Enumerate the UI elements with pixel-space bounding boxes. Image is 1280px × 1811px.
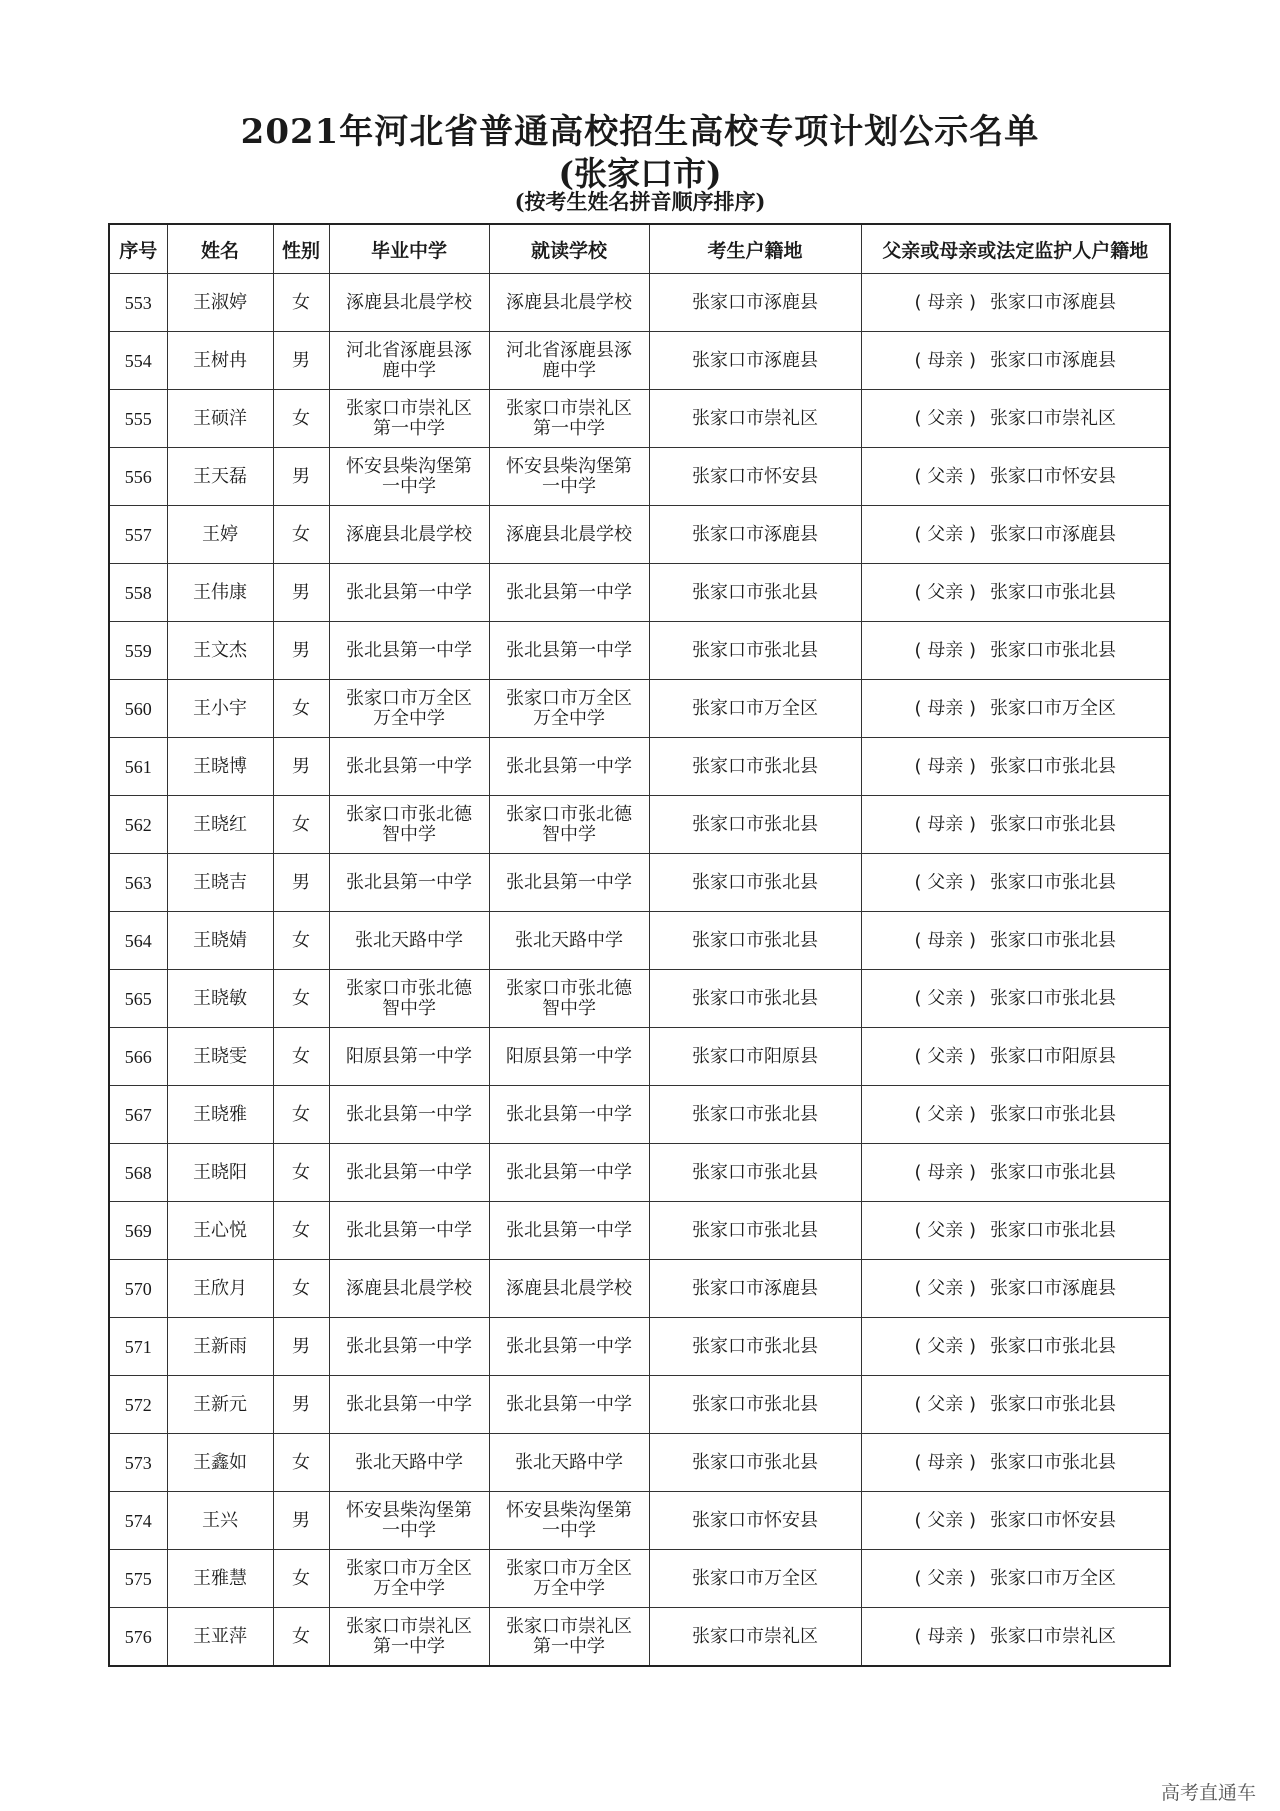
cell-grad-school: 张家口市万全区万全中学: [329, 1550, 489, 1608]
cell-current-school: 张北县第一中学: [489, 564, 649, 622]
table-row: [109, 390, 1170, 448]
guardian-relation: ( 父亲 ): [914, 1103, 976, 1125]
cell-gender: 女: [273, 796, 329, 854]
cell-current-school: 张家口市崇礼区第一中学: [489, 1608, 649, 1667]
cell-current-school: 张家口市张北德智中学: [489, 970, 649, 1028]
cell-current-school: 涿鹿县北晨学校: [489, 1260, 649, 1318]
cell-seq: 563: [109, 854, 167, 912]
column-header-current-school: 就读学校: [489, 224, 649, 274]
cell-gender: 女: [273, 1550, 329, 1608]
cell-seq: 567: [109, 1086, 167, 1144]
sort-note: (按考生姓名拼音顺序排序): [514, 189, 766, 214]
roster-table: [108, 223, 1171, 1667]
table-row: [109, 1260, 1170, 1318]
table-row: [109, 622, 1170, 680]
guardian-domicile: 张家口市阳原县: [990, 1045, 1116, 1067]
cell-seq: 571: [109, 1318, 167, 1376]
cell-domicile: 张家口市涿鹿县: [649, 274, 861, 332]
cell-current-school: 怀安县柴沟堡第一中学: [489, 448, 649, 506]
cell-seq: 557: [109, 506, 167, 564]
cell-grad-school: 张北天路中学: [329, 1434, 489, 1492]
cell-seq: 566: [109, 1028, 167, 1086]
guardian-relation: ( 父亲 ): [914, 465, 976, 487]
guardian-domicile: 张家口市张北县: [990, 1103, 1116, 1125]
table-row: [109, 1492, 1170, 1550]
table-row: [109, 564, 1170, 622]
column-header-name: 姓名: [167, 224, 273, 274]
cell-name: 王亚萍: [167, 1608, 273, 1667]
cell-grad-school: 怀安县柴沟堡第一中学: [329, 1492, 489, 1550]
cell-guardian-domicile: [861, 622, 1170, 680]
cell-grad-school: 张家口市张北德智中学: [329, 970, 489, 1028]
cell-domicile: 张家口市张北县: [649, 1202, 861, 1260]
cell-domicile: 张家口市张北县: [649, 854, 861, 912]
table-row: [109, 1434, 1170, 1492]
cell-current-school: 张北县第一中学: [489, 1144, 649, 1202]
cell-gender: 女: [273, 1144, 329, 1202]
cell-gender: 女: [273, 390, 329, 448]
cell-name: 王新雨: [167, 1318, 273, 1376]
cell-seq: 555: [109, 390, 167, 448]
column-header-seq: 序号: [109, 224, 167, 274]
guardian-relation: ( 父亲 ): [914, 1567, 976, 1589]
cell-name: 王小宇: [167, 680, 273, 738]
guardian-domicile: 张家口市张北县: [990, 1335, 1116, 1357]
cell-gender: 女: [273, 506, 329, 564]
guardian-domicile: 张家口市崇礼区: [990, 407, 1116, 429]
table-row: [109, 1550, 1170, 1608]
guardian-relation: ( 父亲 ): [914, 1219, 976, 1241]
column-header-domicile: 考生户籍地: [649, 224, 861, 274]
guardian-relation: ( 父亲 ): [914, 1045, 976, 1067]
cell-guardian-domicile: [861, 1376, 1170, 1434]
cell-gender: 女: [273, 1608, 329, 1667]
cell-domicile: 张家口市怀安县: [649, 448, 861, 506]
cell-current-school: 张北县第一中学: [489, 1202, 649, 1260]
cell-grad-school: 河北省涿鹿县涿鹿中学: [329, 332, 489, 390]
guardian-relation: ( 父亲 ): [914, 1335, 976, 1357]
cell-seq: 553: [109, 274, 167, 332]
table-row: [109, 1376, 1170, 1434]
guardian-relation: ( 母亲 ): [914, 813, 976, 835]
cell-seq: 561: [109, 738, 167, 796]
guardian-domicile: 张家口市张北县: [990, 813, 1116, 835]
cell-grad-school: 张北县第一中学: [329, 1202, 489, 1260]
cell-guardian-domicile: [861, 680, 1170, 738]
cell-seq: 569: [109, 1202, 167, 1260]
cell-current-school: 张北天路中学: [489, 912, 649, 970]
cell-current-school: 阳原县第一中学: [489, 1028, 649, 1086]
cell-guardian-domicile: [861, 738, 1170, 796]
cell-name: 王雅慧: [167, 1550, 273, 1608]
guardian-relation: ( 父亲 ): [914, 1277, 976, 1299]
cell-domicile: 张家口市万全区: [649, 1550, 861, 1608]
cell-gender: 男: [273, 448, 329, 506]
cell-guardian-domicile: [861, 506, 1170, 564]
guardian-relation: ( 父亲 ): [914, 523, 976, 545]
table-row: [109, 1028, 1170, 1086]
guardian-relation: ( 父亲 ): [914, 987, 976, 1009]
cell-gender: 男: [273, 564, 329, 622]
cell-gender: 女: [273, 274, 329, 332]
cell-guardian-domicile: [861, 854, 1170, 912]
table-row: [109, 1202, 1170, 1260]
guardian-relation: ( 母亲 ): [914, 1625, 976, 1647]
cell-name: 王晓雯: [167, 1028, 273, 1086]
cell-gender: 女: [273, 680, 329, 738]
guardian-domicile: 张家口市张北县: [990, 987, 1116, 1009]
cell-guardian-domicile: [861, 448, 1170, 506]
guardian-domicile: 张家口市张北县: [990, 639, 1116, 661]
table-body: [109, 274, 1170, 1667]
guardian-relation: ( 母亲 ): [914, 639, 976, 661]
cell-guardian-domicile: [861, 970, 1170, 1028]
cell-grad-school: 张北县第一中学: [329, 738, 489, 796]
table-row: [109, 738, 1170, 796]
cell-grad-school: 涿鹿县北晨学校: [329, 1260, 489, 1318]
cell-domicile: 张家口市涿鹿县: [649, 332, 861, 390]
cell-domicile: 张家口市张北县: [649, 1086, 861, 1144]
cell-seq: 559: [109, 622, 167, 680]
guardian-domicile: 张家口市涿鹿县: [990, 291, 1116, 313]
column-header-gender: 性别: [273, 224, 329, 274]
guardian-relation: ( 母亲 ): [914, 291, 976, 313]
cell-guardian-domicile: [861, 912, 1170, 970]
cell-name: 王新元: [167, 1376, 273, 1434]
cell-current-school: 张北县第一中学: [489, 1376, 649, 1434]
cell-current-school: 张家口市万全区万全中学: [489, 680, 649, 738]
cell-name: 王心悦: [167, 1202, 273, 1260]
cell-seq: 572: [109, 1376, 167, 1434]
cell-current-school: 张北县第一中学: [489, 854, 649, 912]
guardian-relation: ( 母亲 ): [914, 1161, 976, 1183]
cell-name: 王婷: [167, 506, 273, 564]
cell-gender: 女: [273, 912, 329, 970]
cell-guardian-domicile: [861, 1318, 1170, 1376]
cell-grad-school: 张北县第一中学: [329, 1086, 489, 1144]
cell-name: 王晓吉: [167, 854, 273, 912]
cell-guardian-domicile: [861, 1608, 1170, 1667]
cell-domicile: 张家口市涿鹿县: [649, 506, 861, 564]
guardian-domicile: 张家口市张北县: [990, 1161, 1116, 1183]
table-row: [109, 1144, 1170, 1202]
cell-gender: 女: [273, 1434, 329, 1492]
cell-guardian-domicile: [861, 274, 1170, 332]
table-row: [109, 854, 1170, 912]
guardian-domicile: 张家口市崇礼区: [990, 1625, 1116, 1647]
table-row: [109, 332, 1170, 390]
cell-current-school: 怀安县柴沟堡第一中学: [489, 1492, 649, 1550]
cell-name: 王天磊: [167, 448, 273, 506]
cell-domicile: 张家口市张北县: [649, 564, 861, 622]
cell-guardian-domicile: [861, 1550, 1170, 1608]
table-row: [109, 1086, 1170, 1144]
cell-name: 王晓雅: [167, 1086, 273, 1144]
cell-current-school: 涿鹿县北晨学校: [489, 274, 649, 332]
cell-name: 王晓婧: [167, 912, 273, 970]
cell-seq: 568: [109, 1144, 167, 1202]
cell-guardian-domicile: [861, 1434, 1170, 1492]
cell-domicile: 张家口市张北县: [649, 622, 861, 680]
cell-domicile: 张家口市阳原县: [649, 1028, 861, 1086]
cell-name: 王硕洋: [167, 390, 273, 448]
cell-grad-school: 张北县第一中学: [329, 1318, 489, 1376]
table-row: [109, 912, 1170, 970]
cell-domicile: 张家口市崇礼区: [649, 1608, 861, 1667]
cell-grad-school: 张北县第一中学: [329, 1144, 489, 1202]
cell-name: 王欣月: [167, 1260, 273, 1318]
table-row: [109, 448, 1170, 506]
guardian-relation: ( 母亲 ): [914, 349, 976, 371]
cell-guardian-domicile: [861, 1260, 1170, 1318]
cell-grad-school: 张北县第一中学: [329, 622, 489, 680]
cell-seq: 574: [109, 1492, 167, 1550]
cell-current-school: 张北县第一中学: [489, 738, 649, 796]
cell-gender: 男: [273, 854, 329, 912]
guardian-relation: ( 母亲 ): [914, 929, 976, 951]
table-row: [109, 1318, 1170, 1376]
cell-domicile: 张家口市张北县: [649, 1144, 861, 1202]
guardian-relation: ( 父亲 ): [914, 581, 976, 603]
guardian-relation: ( 父亲 ): [914, 1509, 976, 1531]
cell-name: 王淑婷: [167, 274, 273, 332]
cell-domicile: 张家口市张北县: [649, 970, 861, 1028]
cell-seq: 560: [109, 680, 167, 738]
cell-domicile: 张家口市张北县: [649, 796, 861, 854]
cell-grad-school: 张北县第一中学: [329, 1376, 489, 1434]
cell-gender: 女: [273, 1086, 329, 1144]
cell-gender: 女: [273, 970, 329, 1028]
cell-name: 王鑫如: [167, 1434, 273, 1492]
cell-grad-school: 张北天路中学: [329, 912, 489, 970]
guardian-domicile: 张家口市张北县: [990, 755, 1116, 777]
guardian-domicile: 张家口市张北县: [990, 1219, 1116, 1241]
guardian-domicile: 张家口市张北县: [990, 929, 1116, 951]
cell-guardian-domicile: [861, 1086, 1170, 1144]
cell-guardian-domicile: [861, 390, 1170, 448]
table-row: [109, 680, 1170, 738]
cell-seq: 554: [109, 332, 167, 390]
cell-gender: 男: [273, 622, 329, 680]
cell-current-school: 张家口市张北德智中学: [489, 796, 649, 854]
cell-name: 王晓敏: [167, 970, 273, 1028]
cell-domicile: 张家口市张北县: [649, 912, 861, 970]
cell-seq: 558: [109, 564, 167, 622]
cell-guardian-domicile: [861, 1202, 1170, 1260]
guardian-domicile: 张家口市万全区: [990, 697, 1116, 719]
guardian-domicile: 张家口市万全区: [990, 1567, 1116, 1589]
cell-domicile: 张家口市张北县: [649, 1318, 861, 1376]
guardian-relation: ( 父亲 ): [914, 407, 976, 429]
guardian-domicile: 张家口市涿鹿县: [990, 349, 1116, 371]
cell-current-school: 张北县第一中学: [489, 622, 649, 680]
cell-grad-school: 张家口市张北德智中学: [329, 796, 489, 854]
cell-grad-school: 阳原县第一中学: [329, 1028, 489, 1086]
cell-grad-school: 怀安县柴沟堡第一中学: [329, 448, 489, 506]
guardian-domicile: 张家口市怀安县: [990, 1509, 1116, 1531]
cell-domicile: 张家口市张北县: [649, 1434, 861, 1492]
cell-grad-school: 涿鹿县北晨学校: [329, 274, 489, 332]
cell-current-school: 张北县第一中学: [489, 1086, 649, 1144]
cell-gender: 女: [273, 1202, 329, 1260]
cell-seq: 562: [109, 796, 167, 854]
guardian-domicile: 张家口市张北县: [990, 871, 1116, 893]
cell-gender: 男: [273, 1376, 329, 1434]
cell-name: 王晓红: [167, 796, 273, 854]
guardian-relation: ( 母亲 ): [914, 697, 976, 719]
cell-guardian-domicile: [861, 1492, 1170, 1550]
cell-domicile: 张家口市万全区: [649, 680, 861, 738]
cell-gender: 男: [273, 1492, 329, 1550]
cell-seq: 570: [109, 1260, 167, 1318]
page-subtitle: (张家口市): [558, 154, 722, 193]
guardian-domicile: 张家口市张北县: [990, 1393, 1116, 1415]
cell-seq: 565: [109, 970, 167, 1028]
guardian-relation: ( 父亲 ): [914, 1393, 976, 1415]
cell-guardian-domicile: [861, 1144, 1170, 1202]
cell-domicile: 张家口市涿鹿县: [649, 1260, 861, 1318]
cell-domicile: 张家口市崇礼区: [649, 390, 861, 448]
column-header-guardian-domicile: 父亲或母亲或法定监护人户籍地: [861, 224, 1170, 274]
table-row: [109, 970, 1170, 1028]
guardian-relation: ( 母亲 ): [914, 755, 976, 777]
table-row: [109, 506, 1170, 564]
cell-current-school: 张家口市崇礼区第一中学: [489, 390, 649, 448]
cell-grad-school: 张北县第一中学: [329, 854, 489, 912]
cell-name: 王晓阳: [167, 1144, 273, 1202]
column-header-grad-school: 毕业中学: [329, 224, 489, 274]
watermark-text: 高考直通车: [1160, 1782, 1256, 1804]
guardian-domicile: 张家口市涿鹿县: [990, 1277, 1116, 1299]
table-row: [109, 1608, 1170, 1667]
cell-seq: 576: [109, 1608, 167, 1667]
guardian-relation: ( 母亲 ): [914, 1451, 976, 1473]
cell-gender: 男: [273, 332, 329, 390]
cell-name: 王伟康: [167, 564, 273, 622]
cell-seq: 573: [109, 1434, 167, 1492]
table-row: [109, 274, 1170, 332]
cell-name: 王树冉: [167, 332, 273, 390]
table-row: [109, 796, 1170, 854]
cell-guardian-domicile: [861, 564, 1170, 622]
cell-current-school: 张家口市万全区万全中学: [489, 1550, 649, 1608]
cell-grad-school: 张家口市崇礼区第一中学: [329, 1608, 489, 1667]
cell-name: 王晓博: [167, 738, 273, 796]
page-title: 2021年河北省普通高校招生高校专项计划公示名单: [240, 112, 1040, 152]
cell-domicile: 张家口市张北县: [649, 738, 861, 796]
cell-current-school: 张北天路中学: [489, 1434, 649, 1492]
cell-grad-school: 张北县第一中学: [329, 564, 489, 622]
cell-grad-school: 涿鹿县北晨学校: [329, 506, 489, 564]
guardian-domicile: 张家口市涿鹿县: [990, 523, 1116, 545]
cell-gender: 女: [273, 1260, 329, 1318]
table-header-row: [109, 224, 1170, 274]
cell-gender: 男: [273, 738, 329, 796]
cell-domicile: 张家口市张北县: [649, 1376, 861, 1434]
cell-guardian-domicile: [861, 1028, 1170, 1086]
cell-current-school: 河北省涿鹿县涿鹿中学: [489, 332, 649, 390]
cell-grad-school: 张家口市崇礼区第一中学: [329, 390, 489, 448]
cell-current-school: 张北县第一中学: [489, 1318, 649, 1376]
cell-guardian-domicile: [861, 796, 1170, 854]
cell-current-school: 涿鹿县北晨学校: [489, 506, 649, 564]
guardian-domicile: 张家口市张北县: [990, 1451, 1116, 1473]
cell-guardian-domicile: [861, 332, 1170, 390]
guardian-domicile: 张家口市张北县: [990, 581, 1116, 603]
guardian-domicile: 张家口市怀安县: [990, 465, 1116, 487]
cell-seq: 575: [109, 1550, 167, 1608]
cell-gender: 男: [273, 1318, 329, 1376]
cell-seq: 564: [109, 912, 167, 970]
cell-name: 王文杰: [167, 622, 273, 680]
cell-seq: 556: [109, 448, 167, 506]
guardian-relation: ( 父亲 ): [914, 871, 976, 893]
cell-grad-school: 张家口市万全区万全中学: [329, 680, 489, 738]
cell-domicile: 张家口市怀安县: [649, 1492, 861, 1550]
cell-gender: 女: [273, 1028, 329, 1086]
cell-name: 王兴: [167, 1492, 273, 1550]
